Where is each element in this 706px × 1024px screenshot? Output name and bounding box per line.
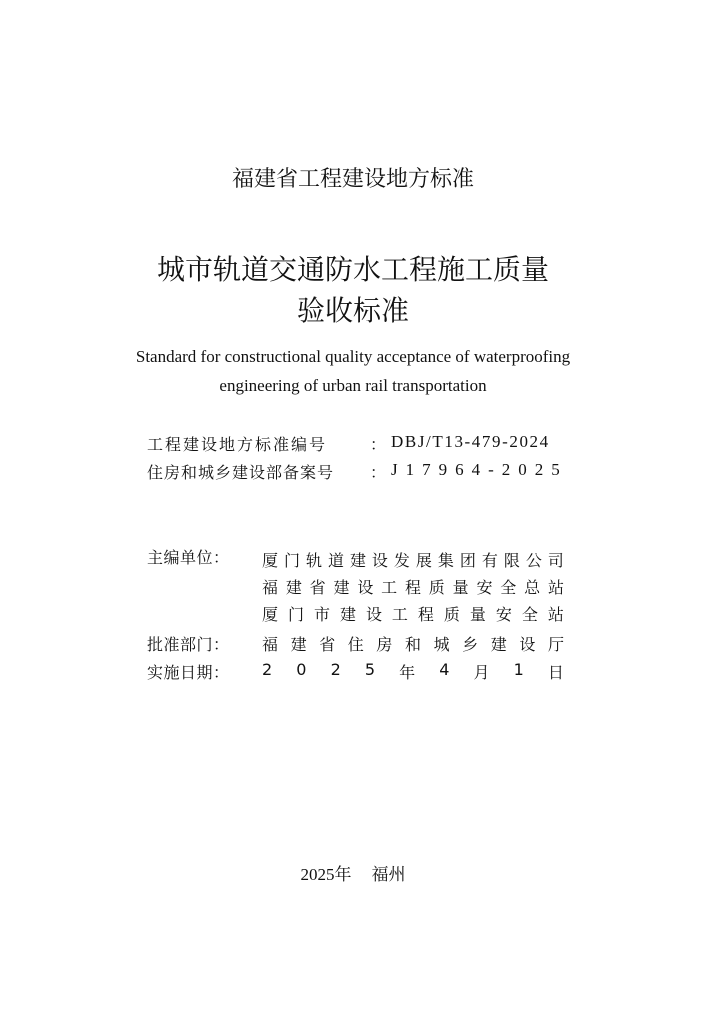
series-title: 福建省工程建设地方标准 [231, 167, 474, 192]
standard-number-label: 工程建设地方标准编号 [147, 435, 328, 454]
approval-department-label: 批准部门： [147, 635, 230, 654]
english-title-line-2: engineering of urban rail transportation [219, 376, 487, 395]
standard-number-colon: ： [370, 435, 387, 454]
document-title-line-1: 城市轨道交通防水工程施工质量 [156, 253, 549, 286]
chief-editor-1: 厦 门 轨 道 建 设 发 展 集 团 有 限 公 司 [262, 551, 564, 570]
chief-editor-label: 主编单位： [147, 548, 230, 567]
publication-city: 福州 [371, 865, 406, 884]
chief-editor-2: 福 建 省 建 设 工 程 质 量 安 全 总 站 [262, 578, 564, 597]
document-title-line-2: 验收标准 [296, 294, 409, 327]
approval-department-value: 福 建 省 住 房 和 城 乡 建 设 厅 [262, 635, 564, 654]
publication-year: 2025年 [300, 865, 352, 884]
record-number-value: J17964-2025 [391, 460, 568, 479]
standard-number-value: DBJ/T13-479-2024 [391, 432, 550, 451]
chief-editor-3: 厦 门 市 建 设 工 程 质 量 安 全 站 [262, 605, 564, 624]
english-title-line-1: Standard for constructional quality acceptance of waterproofing [135, 347, 571, 366]
effective-date-label: 实施日期： [147, 663, 230, 682]
publication-line [0, 860, 706, 885]
record-number-label: 住房和城乡建设部备案号 [147, 463, 335, 482]
record-number-colon: ： [370, 463, 387, 482]
effective-date-value: 2 0 2 5 年 4 月 1 日 [262, 660, 564, 682]
